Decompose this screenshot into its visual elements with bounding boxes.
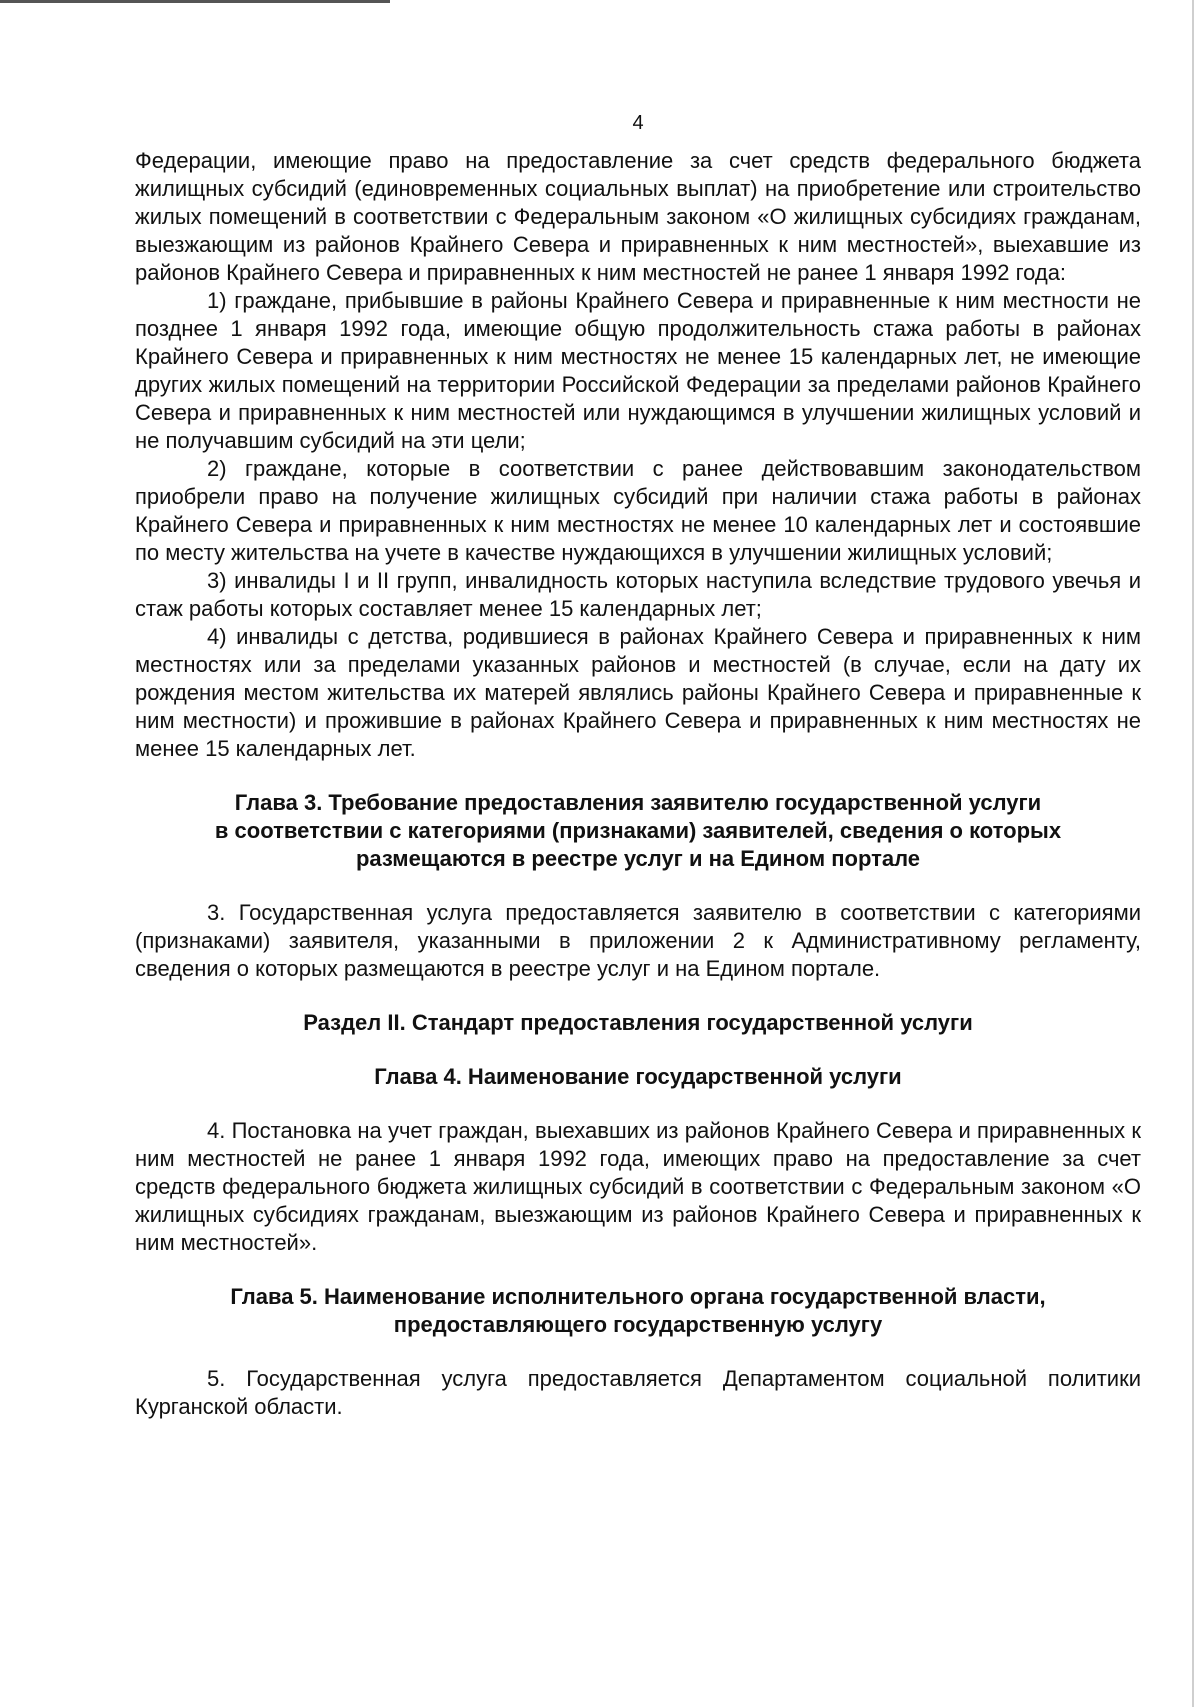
section-2-title: Раздел II. Стандарт предоставления государственной услуги — [303, 1010, 973, 1035]
chapter-5-title-line: Глава 5. Наименование исполнительного органа государственной власти, — [230, 1284, 1046, 1309]
list-item-1: 1) граждане, прибывшие в районы Крайнего Севера и приравненные к ним местности не позднее 1 января 1992 года, имеющие общую продолжительность стажа работы в районах Крайнего Севера и приравненных к ним местностях не менее 15 календарных лет, не имеющие других жилых помещений на территории Российской Федерации за пределами районов Крайнего Севера и приравненных к ним местностей или нуждающимся в улучшении жилищных условий и не получавшим субсидий на эти цели; — [135, 288, 1141, 453]
chapter-5-title-line: предоставляющего государственную услугу — [393, 1312, 883, 1337]
chapter-4-title: Глава 4. Наименование государственной услуги — [374, 1064, 902, 1089]
document-page — [135, 112, 1141, 1421]
chapter-3-heading — [135, 789, 1141, 873]
chapter-5-heading — [135, 1283, 1141, 1339]
intro-paragraph: Федерации, имеющие право на предоставление за счет средств федерального бюджета жилищных субсидий (единовременных социальных выплат) на приобретение или строительство жилых помещений в соответствии с Федеральным законом «О жилищных субсидиях гражданам, выезжающим из районов Крайнего Севера и приравненных к ним местностей», выехавшие из районов Крайнего Севера и приравненных к ним местностей не ранее 1 января 1992 года: — [135, 148, 1141, 285]
chapter-3-title-line: Глава 3. Требование предоставления заявителю государственной услуги — [234, 790, 1042, 815]
list-item-2: 2) граждане, которые в соответствии с ранее действовавшим законодательством приобрели право на получение жилищных субсидий при наличии стажа работы в районах Крайнего Севера и приравненных к ним местностях не менее 10 календарных лет и состоявшие по месту жительства на учете в качестве нуждающихся в улучшении жилищных условий; — [135, 456, 1141, 565]
chapter-5-text: 5. Государственная услуга предоставляется Департаментом социальной политики Курганской области. — [135, 1366, 1141, 1419]
list-item-3: 3) инвалиды I и II групп, инвалидность которых наступила вследствие трудового увечья и стаж работы которых составляет менее 15 календарных лет; — [135, 568, 1141, 621]
chapter-4-text: 4. Постановка на учет граждан, выехавших из районов Крайнего Севера и приравненных к ним местностей не ранее 1 января 1992 года, имеющих право на предоставление за счет средств федерального бюджета жилищных субсидий в соответствии с Федеральным законом «О жилищных субсидиях гражданам, выезжающим из районов Крайнего Севера и приравненных к ним местностей». — [135, 1118, 1141, 1255]
page-number: 4 — [632, 112, 644, 134]
scan-edge-right — [1192, 0, 1194, 1707]
chapter-3-title-line: в соответствии с категориями (признаками) заявителей, сведения о которых — [214, 818, 1062, 843]
list-item-4: 4) инвалиды с детства, родившиеся в районах Крайнего Севера и приравненных к ним местностях или за пределами указанных районов и местностей (в случае, если на дату их рождения местом жительства их матерей являлись районы Крайнего Севера и приравненные к ним местности) и прожившие в районах Крайнего Севера и приравненных к ним местностях не менее 15 календарных лет. — [135, 624, 1141, 761]
chapter-3-title-line: размещаются в реестре услуг и на Едином портале — [355, 846, 921, 871]
scan-edge-top — [0, 0, 390, 3]
chapter-3-text: 3. Государственная услуга предоставляется заявителю в соответствии с категориями (признаками) заявителя, указанными в приложении 2 к Административному регламенту, сведения о которых размещаются в реестре услуг и на Едином портале. — [135, 900, 1141, 981]
